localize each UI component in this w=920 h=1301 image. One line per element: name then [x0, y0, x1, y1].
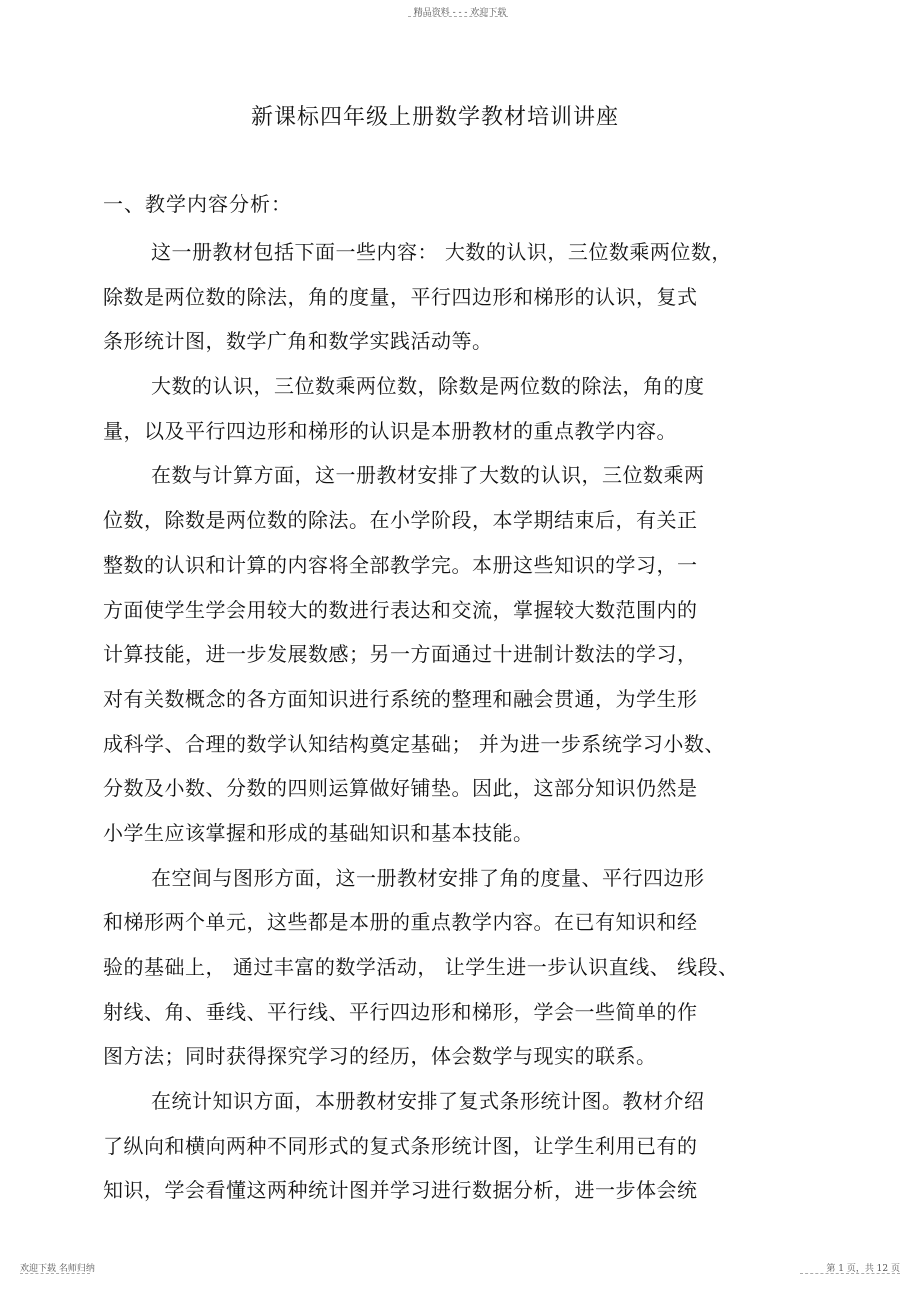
text-line: 在数与计算方面，这一册教材安排了大数的认识，三位数乘两	[151, 463, 705, 488]
text-line: 射线、角、垂线、平行线、平行四边形和梯形，学会一些简单的作	[103, 999, 698, 1024]
page-header: 精品资料 - - - 欢迎下载	[413, 8, 507, 18]
text-line: 方面使学生学会用较大的数进行表达和交流，掌握较大数范围内的	[103, 597, 698, 622]
section-heading: 一、教学内容分析：	[103, 192, 292, 216]
text-line: 这一册教材包括下面一些内容： 大数的认识，三位数乘两位数，	[151, 240, 732, 264]
footer-left-text: 欢迎下载 名师归纳	[20, 1264, 95, 1274]
text-line: 和梯形两个单元，这些都是本册的重点教学内容。在已有知识和经	[103, 910, 698, 935]
text-line: 了纵向和横向两种不同形式的复式条形统计图，让学生利用已有的	[103, 1133, 698, 1158]
text-line: 计算技能，进一步发展数感；另一方面通过十进制计数法的学习，	[103, 642, 698, 667]
text-line: 条形统计图，数学广角和数学实践活动等。	[103, 329, 493, 354]
header-divider	[408, 16, 508, 17]
text-line: 分数及小数、分数的四则运算做好铺垫。因此，这部分知识仍然是	[103, 776, 698, 801]
text-line: 量，以及平行四边形和梯形的认识是本册教材的重点教学内容。	[103, 418, 677, 443]
text-line: 整数的认识和计算的内容将全部教学完。本册这些知识的学习，一	[103, 552, 698, 577]
text-line: 知识，学会看懂这两种统计图并学习进行数据分析，进一步体会统	[103, 1178, 698, 1203]
text-line: 成科学、合理的数学认知结构奠定基础； 并为进一步系统学习小数、	[103, 731, 725, 756]
page-number: 第 1 页，共 12 页	[826, 1264, 900, 1274]
footer-left-divider	[20, 1273, 90, 1274]
text-line: 在空间与图形方面，这一册教材安排了角的度量、平行四边形	[151, 865, 705, 890]
text-line: 小学生应该掌握和形成的基础知识和基本技能。	[103, 820, 534, 845]
text-line: 大数的认识，三位数乘两位数，除数是两位数的除法，角的度	[151, 374, 705, 399]
text-line: 图方法；同时获得探究学习的经历，体会数学与现实的联系。	[103, 1044, 657, 1069]
text-line: 除数是两位数的除法，角的度量，平行四边形和梯形的认识，复式	[103, 284, 698, 309]
footer-right-divider	[800, 1273, 900, 1274]
text-line: 位数，除数是两位数的除法。在小学阶段，本学期结束后，有关正	[103, 508, 698, 533]
text-line: 对有关数概念的各方面知识进行系统的整理和融会贯通，为学生形	[103, 686, 698, 711]
document-title: 新课标四年级上册数学教材培训讲座	[250, 105, 619, 130]
body-text	[103, 230, 843, 1213]
text-line: 验的基础上， 通过丰富的数学活动， 让学生进一步认识直线、 线段、	[103, 955, 739, 979]
text-line: 在统计知识方面，本册教材安排了复式条形统计图。教材介绍	[151, 1089, 705, 1114]
